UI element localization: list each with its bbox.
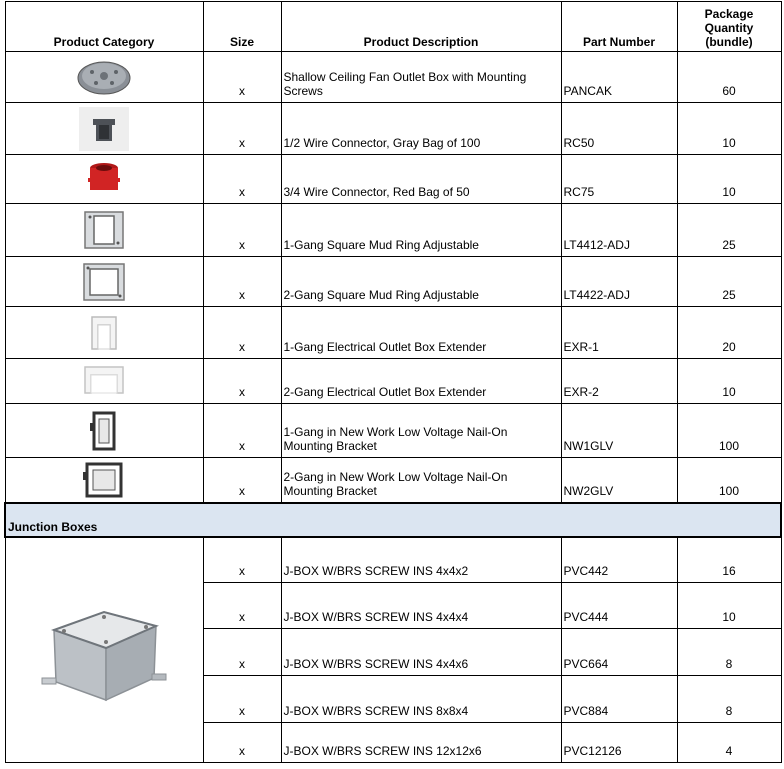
description-cell: 1-Gang Electrical Outlet Box Extender [281, 307, 561, 359]
product-image-cell [5, 537, 203, 763]
table-row [5, 103, 781, 155]
size-cell: x [203, 629, 281, 676]
product-image-cell [5, 204, 203, 257]
part-number-cell: PVC664 [561, 629, 677, 676]
size-cell: x [203, 155, 281, 204]
header-package-quantity: Package Quantity (bundle) [677, 2, 781, 52]
header-description: Product Description [281, 2, 561, 52]
product-image-cell [5, 103, 203, 155]
description-cell: 3/4 Wire Connector, Red Bag of 50 [281, 155, 561, 204]
table-row [5, 257, 781, 307]
size-cell: x [203, 723, 281, 763]
description-cell: 1-Gang Square Mud Ring Adjustable [281, 204, 561, 257]
size-cell: x [203, 404, 281, 458]
header-part-number: Part Number [561, 2, 677, 52]
product-image-cell [5, 155, 203, 204]
product-image-cell [5, 458, 203, 503]
table-row [5, 537, 781, 583]
size-cell: x [203, 583, 281, 629]
description-cell: 1/2 Wire Connector, Gray Bag of 100 [281, 103, 561, 155]
quantity-cell: 60 [677, 52, 781, 103]
junction-box-icon [34, 590, 174, 710]
description-cell: 2-Gang in New Work Low Voltage Nail-On Mounting Bracket [281, 458, 561, 503]
header-category: Product Category [5, 2, 203, 52]
box-extender-1gang-icon [82, 311, 126, 355]
quantity-cell: 10 [677, 155, 781, 204]
mud-ring-2gang-icon [80, 260, 128, 304]
description-cell: J-BOX W/BRS SCREW INS 4x4x2 [281, 537, 561, 583]
size-cell: x [203, 204, 281, 257]
box-extender-2gang-icon [79, 361, 129, 401]
table-row [5, 359, 781, 404]
quantity-cell: 25 [677, 204, 781, 257]
quantity-cell: 10 [677, 359, 781, 404]
bracket-1gang-icon [84, 409, 124, 453]
size-cell: x [203, 103, 281, 155]
part-number-cell: LT4422-ADJ [561, 257, 677, 307]
quantity-cell: 20 [677, 307, 781, 359]
section-title: Junction Boxes [5, 503, 781, 537]
table-row [5, 404, 781, 458]
description-cell: J-BOX W/BRS SCREW INS 4x4x6 [281, 629, 561, 676]
description-cell: 1-Gang in New Work Low Voltage Nail-On Mounting Bracket [281, 404, 561, 458]
part-number-cell: PVC884 [561, 676, 677, 723]
product-image-cell [5, 307, 203, 359]
product-image-cell [5, 52, 203, 103]
quantity-cell: 100 [677, 404, 781, 458]
part-number-cell: EXR-1 [561, 307, 677, 359]
size-cell: x [203, 307, 281, 359]
table-row [5, 307, 781, 359]
description-cell: J-BOX W/BRS SCREW INS 12x12x6 [281, 723, 561, 763]
part-number-cell: RC75 [561, 155, 677, 204]
mud-ring-1gang-icon [81, 208, 127, 252]
quantity-cell: 16 [677, 537, 781, 583]
part-number-cell: NW1GLV [561, 404, 677, 458]
part-number-cell: PVC444 [561, 583, 677, 629]
table-row [5, 52, 781, 103]
description-cell: J-BOX W/BRS SCREW INS 8x8x4 [281, 676, 561, 723]
product-image-cell [5, 359, 203, 404]
gray-wire-connector-icon [79, 107, 129, 151]
table-row [5, 155, 781, 204]
section-row [5, 503, 781, 537]
size-cell: x [203, 676, 281, 723]
part-number-cell: RC50 [561, 103, 677, 155]
part-number-cell: PVC442 [561, 537, 677, 583]
table-row [5, 458, 781, 503]
part-number-cell: PANCAK [561, 52, 677, 103]
table-row [5, 204, 781, 257]
size-cell: x [203, 537, 281, 583]
ceiling-fan-box-icon [74, 55, 134, 99]
quantity-cell: 25 [677, 257, 781, 307]
part-number-cell: NW2GLV [561, 458, 677, 503]
header-row [5, 2, 781, 52]
description-cell: Shallow Ceiling Fan Outlet Box with Mounting Screws [281, 52, 561, 103]
description-cell: J-BOX W/BRS SCREW INS 4x4x4 [281, 583, 561, 629]
product-image-cell [5, 257, 203, 307]
description-cell: 2-Gang Square Mud Ring Adjustable [281, 257, 561, 307]
part-number-cell: LT4412-ADJ [561, 204, 677, 257]
product-table [4, 1, 782, 763]
quantity-cell: 10 [677, 103, 781, 155]
quantity-cell: 8 [677, 629, 781, 676]
product-image-cell [5, 404, 203, 458]
bracket-2gang-icon [79, 460, 129, 500]
quantity-cell: 10 [677, 583, 781, 629]
size-cell: x [203, 458, 281, 503]
size-cell: x [203, 359, 281, 404]
quantity-cell: 8 [677, 676, 781, 723]
size-cell: x [203, 257, 281, 307]
red-wire-connector-icon [79, 158, 129, 200]
part-number-cell: EXR-2 [561, 359, 677, 404]
part-number-cell: PVC12126 [561, 723, 677, 763]
header-size: Size [203, 2, 281, 52]
quantity-cell: 100 [677, 458, 781, 503]
quantity-cell: 4 [677, 723, 781, 763]
description-cell: 2-Gang Electrical Outlet Box Extender [281, 359, 561, 404]
size-cell: x [203, 52, 281, 103]
